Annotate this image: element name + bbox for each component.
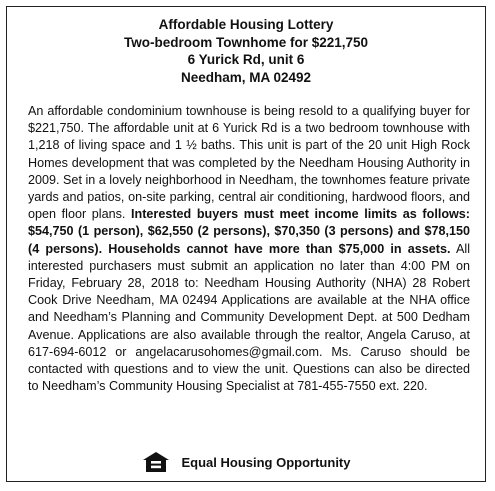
notice-body: [28, 103, 470, 395]
notice-footer: [7, 451, 485, 473]
equal-housing-opportunity-icon: [142, 451, 170, 473]
application-instructions-text: All interested purchasers must submit an application no later than 4:00 PM on Friday, February 28, 2018 to: Needham Housing Authority (NHA) 28 Robert Cook Drive Needham, MA 02494 Applications are available at the NHA office and Needham’s Planning and Community Development Dept. at 500 Dedham Avenue. Applications are also available through the realtor, Angela Caruso, at 617-694-6012 or angelacarusohomes@gmail.com. Ms. Caruso should be contacted with questions and to view the unit. Questions can also be directed to Needham’s Community Housing Specialist at 781-455-7550 ext. 220.: [28, 241, 470, 394]
notice-subtitle: Two-bedroom Townhome for $221,750: [123, 34, 369, 50]
notice-intro-text: An affordable condominium townhouse is being resold to a qualifying buyer for $221,750. The affordable unit at 6 Yurick Rd is a two bedroom townhouse with 1,218 of living space and 1 ½ baths. This unit is part of the 20 unit High Rock Homes development that was completed by the Needham Housing Authority in 2009. Set in a lovely neighborhood in Needham, the townhomes feature private yards and patios, on-site parking, central air conditioning, hardwood floors, and open floor plans.: [28, 104, 470, 222]
income-limits-text: Interested buyers must meet income limits as follows: $54,750 (1 person), $62,550 (2 persons), $70,350 (3 persons) and $78,150 (4 persons). Households cannot have more than $75,000 in assets.: [28, 207, 471, 256]
housing-lottery-notice: [6, 6, 486, 482]
notice-street-address: 6 Yurick Rd, unit 6: [187, 52, 305, 67]
notice-city-state-zip: Needham, MA 02492: [180, 69, 312, 85]
notice-heading: [7, 16, 485, 86]
notice-title: Affordable Housing Lottery: [158, 17, 334, 32]
equal-housing-opportunity-label: Equal Housing Opportunity: [181, 454, 351, 470]
